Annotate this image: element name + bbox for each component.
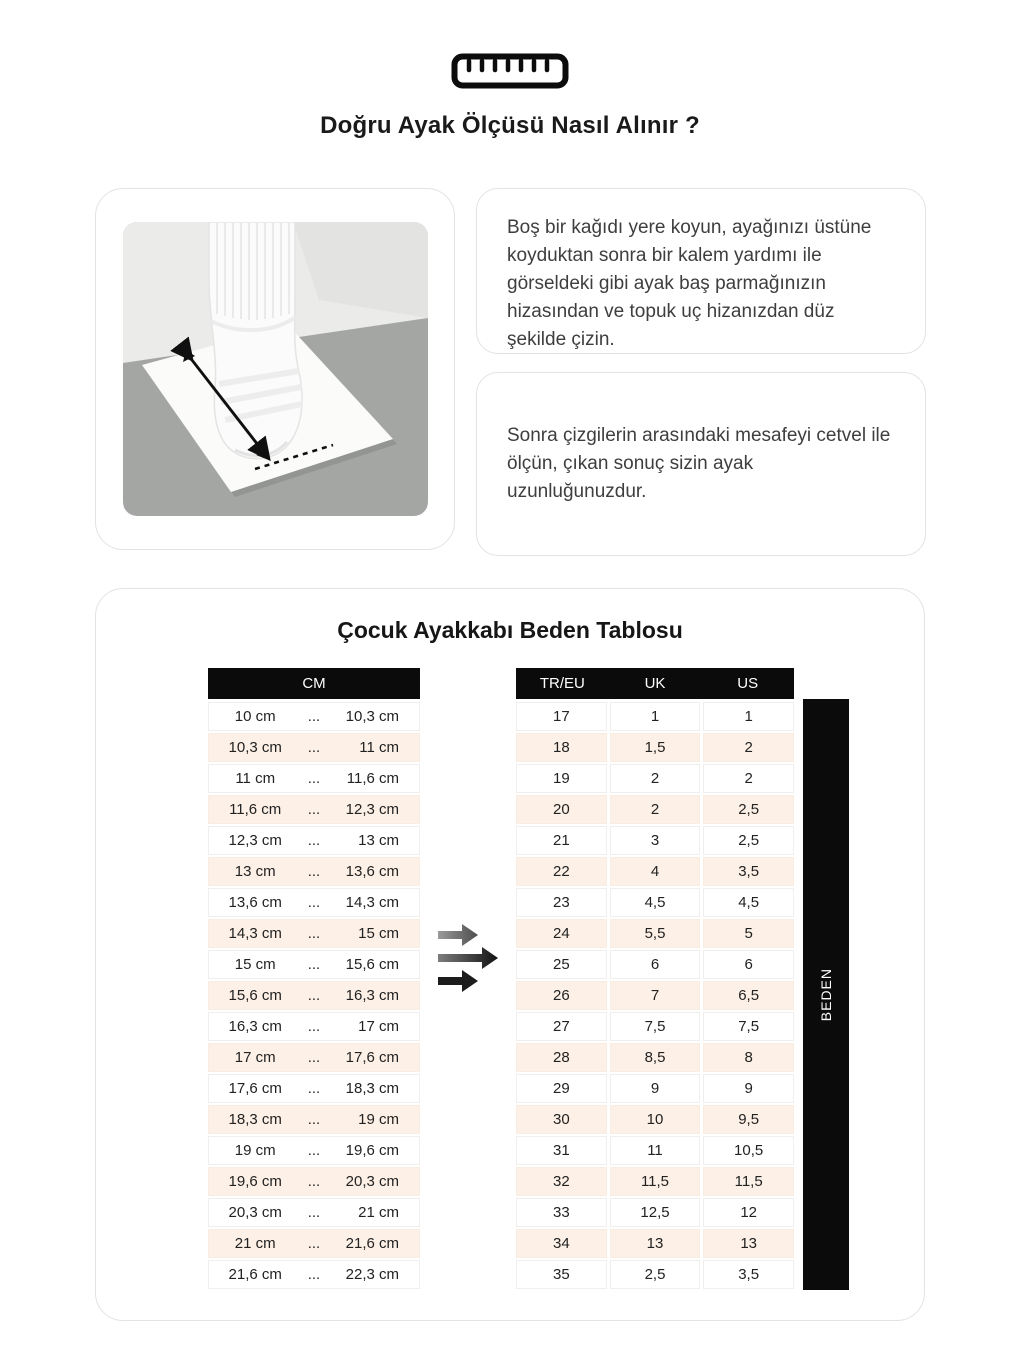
- header-us: US: [737, 675, 759, 692]
- size-row: [516, 1198, 794, 1227]
- size-cell: 24: [516, 919, 607, 948]
- size-cell: 2: [703, 733, 794, 762]
- cm-cell: 11,6 cm: [346, 770, 399, 787]
- size-cell: 4,5: [610, 888, 701, 917]
- size-row: [516, 1229, 794, 1258]
- cm-cell: ...: [307, 956, 321, 973]
- size-cell: 3,5: [703, 857, 794, 886]
- cm-cell: 17 cm: [234, 1049, 276, 1066]
- cm-row: [208, 1229, 420, 1258]
- cm-cell: ...: [307, 708, 321, 725]
- size-row: [516, 1012, 794, 1041]
- cm-cell: 19,6 cm: [228, 1173, 282, 1190]
- cm-cell: 12,3 cm: [228, 832, 282, 849]
- size-cell: 10: [610, 1105, 701, 1134]
- cm-row: [208, 981, 420, 1010]
- size-cell: 10,5: [703, 1136, 794, 1165]
- cm-cell: ...: [307, 1142, 321, 1159]
- size-cell: 13: [610, 1229, 701, 1258]
- size-row: [516, 702, 794, 731]
- beden-axis-bar: [803, 699, 849, 1290]
- cm-row: [208, 1167, 420, 1196]
- size-cell: 5: [703, 919, 794, 948]
- cm-cell: 13 cm: [234, 863, 276, 880]
- intl-size-table: [516, 668, 794, 1291]
- cm-cell: ...: [307, 770, 321, 787]
- size-cell: 20: [516, 795, 607, 824]
- size-cell: 3,5: [703, 1260, 794, 1289]
- size-cell: 2,5: [703, 826, 794, 855]
- size-cell: 26: [516, 981, 607, 1010]
- size-row: [516, 857, 794, 886]
- size-cell: 19: [516, 764, 607, 793]
- size-row: [516, 1167, 794, 1196]
- size-cell: 11: [610, 1136, 701, 1165]
- header-tr-eu: TR/EU: [539, 675, 585, 692]
- cm-row: [208, 857, 420, 886]
- cm-cell: 18,3 cm: [228, 1111, 282, 1128]
- size-cell: 34: [516, 1229, 607, 1258]
- size-cell: 1: [610, 702, 701, 731]
- instruction-step-2-text: Sonra çizgilerin arasındaki mesafeyi cetvel ile ölçün, çıkan sonuç sizin ayak uzunluğunuzdur.: [507, 425, 891, 502]
- cm-cell: ...: [307, 1173, 321, 1190]
- cm-cell: 11 cm: [359, 739, 399, 756]
- size-cell: 7: [610, 981, 701, 1010]
- cm-row: [208, 826, 420, 855]
- size-cell: 31: [516, 1136, 607, 1165]
- cm-cell: 15,6 cm: [345, 956, 399, 973]
- size-table-title: Çocuk Ayakkabı Beden Tablosu: [337, 617, 683, 643]
- cm-cell: 15 cm: [234, 956, 276, 973]
- size-cell: 8: [703, 1043, 794, 1072]
- size-cell: 29: [516, 1074, 607, 1103]
- cm-cell: 13 cm: [358, 832, 399, 849]
- size-cell: 9: [610, 1074, 701, 1103]
- cm-cell: ...: [307, 987, 321, 1004]
- cm-cell: 21,6 cm: [228, 1266, 282, 1283]
- size-cell: 4: [610, 857, 701, 886]
- size-row: [516, 1105, 794, 1134]
- intl-table-body: [516, 702, 794, 1289]
- cm-row: [208, 1260, 420, 1289]
- cm-cell: 13,6 cm: [345, 863, 399, 880]
- size-cell: 9,5: [703, 1105, 794, 1134]
- cm-cell: ...: [307, 1049, 321, 1066]
- size-cell: 9: [703, 1074, 794, 1103]
- cm-cell: 22,3 cm: [345, 1266, 399, 1283]
- size-row: [516, 1074, 794, 1103]
- cm-cell: 21,6 cm: [345, 1235, 399, 1252]
- cm-cell: ...: [307, 1204, 321, 1221]
- size-cell: 7,5: [610, 1012, 701, 1041]
- size-row: [516, 826, 794, 855]
- ruler-icon: [0, 53, 1020, 89]
- cm-cell: 19,6 cm: [345, 1142, 399, 1159]
- cm-row: [208, 919, 420, 948]
- size-cell: 2: [703, 764, 794, 793]
- cm-cell: 16,3 cm: [345, 987, 399, 1004]
- size-cell: 6: [610, 950, 701, 979]
- size-cell: 25: [516, 950, 607, 979]
- size-cell: 6: [703, 950, 794, 979]
- size-cell: 6,5: [703, 981, 794, 1010]
- size-cell: 28: [516, 1043, 607, 1072]
- size-cell: 2,5: [703, 795, 794, 824]
- size-cell: 1: [703, 702, 794, 731]
- size-cell: 12: [703, 1198, 794, 1227]
- cm-cell: 19 cm: [358, 1111, 399, 1128]
- cm-cell: ...: [307, 1266, 321, 1283]
- cm-cell: 15 cm: [358, 925, 399, 942]
- size-cell: 8,5: [610, 1043, 701, 1072]
- cm-cell: 21 cm: [358, 1204, 399, 1221]
- cm-cell: 14,3 cm: [228, 925, 282, 942]
- cm-cell: 20,3 cm: [345, 1173, 399, 1190]
- size-row: [516, 795, 794, 824]
- size-cell: 11,5: [610, 1167, 701, 1196]
- foot-measure-photo: [123, 222, 428, 516]
- instruction-step-1-text: Boş bir kağıdı yere koyun, ayağınızı üstüne koyduktan sonra bir kalem yardımı ile görseldeki gibi ayak baş parmağınızın hizasından ve topuk uç hizanızdan düz şekilde çizin.: [507, 217, 872, 350]
- cm-cell: 11,6 cm: [229, 801, 282, 818]
- cm-cell: 20,3 cm: [228, 1204, 282, 1221]
- size-cell: 13: [703, 1229, 794, 1258]
- cm-cell: ...: [307, 1235, 321, 1252]
- size-row: [516, 764, 794, 793]
- cm-cell: ...: [307, 894, 321, 911]
- cm-row: [208, 888, 420, 917]
- size-cell: 2: [610, 795, 701, 824]
- cm-cell: ...: [307, 863, 321, 880]
- size-cell: 2,5: [610, 1260, 701, 1289]
- size-row: [516, 950, 794, 979]
- instruction-step-2: [476, 372, 926, 556]
- cm-row: [208, 733, 420, 762]
- size-row: [516, 1136, 794, 1165]
- size-row: [516, 1260, 794, 1289]
- header-uk: UK: [644, 675, 666, 692]
- size-cell: 30: [516, 1105, 607, 1134]
- size-cell: 21: [516, 826, 607, 855]
- cm-row: [208, 1012, 420, 1041]
- size-cell: 18: [516, 733, 607, 762]
- size-row: [516, 733, 794, 762]
- convert-arrows-icon: [436, 922, 502, 997]
- cm-cell: 10,3 cm: [228, 739, 282, 756]
- cm-row: [208, 950, 420, 979]
- cm-range-table: [208, 668, 420, 1291]
- cm-table-body: [208, 702, 420, 1289]
- size-row: [516, 919, 794, 948]
- cm-cell: 16,3 cm: [228, 1018, 282, 1035]
- cm-row: [208, 1105, 420, 1134]
- size-cell: 32: [516, 1167, 607, 1196]
- cm-row: [208, 1136, 420, 1165]
- page-title: Doğru Ayak Ölçüsü Nasıl Alınır ?: [320, 112, 700, 139]
- size-cell: 3: [610, 826, 701, 855]
- size-cell: 2: [610, 764, 701, 793]
- intl-table-header: [516, 668, 794, 699]
- cm-cell: ...: [307, 801, 321, 818]
- cm-row: [208, 1043, 420, 1072]
- cm-row: [208, 1198, 420, 1227]
- size-cell: 7,5: [703, 1012, 794, 1041]
- cm-cell: ...: [307, 1111, 321, 1128]
- size-cell: 11,5: [703, 1167, 794, 1196]
- instruction-step-1: [476, 188, 926, 354]
- size-cell: 4,5: [703, 888, 794, 917]
- cm-row: [208, 702, 420, 731]
- cm-table-header: CM: [208, 668, 420, 699]
- cm-cell: 17,6 cm: [228, 1080, 282, 1097]
- cm-cell: 21 cm: [234, 1235, 276, 1252]
- cm-cell: 19 cm: [234, 1142, 276, 1159]
- cm-cell: ...: [307, 925, 321, 942]
- foot-measure-photo-card: [95, 188, 455, 550]
- cm-cell: 17,6 cm: [345, 1049, 399, 1066]
- cm-cell: 10,3 cm: [345, 708, 399, 725]
- cm-cell: ...: [307, 1018, 321, 1035]
- cm-cell: 10 cm: [234, 708, 276, 725]
- cm-cell: 17 cm: [358, 1018, 399, 1035]
- cm-row: [208, 1074, 420, 1103]
- size-row: [516, 888, 794, 917]
- cm-cell: 18,3 cm: [345, 1080, 399, 1097]
- cm-cell: 13,6 cm: [228, 894, 282, 911]
- size-cell: 27: [516, 1012, 607, 1041]
- size-cell: 22: [516, 857, 607, 886]
- size-row: [516, 981, 794, 1010]
- cm-cell: ...: [307, 739, 321, 756]
- cm-cell: 11 cm: [235, 770, 276, 787]
- size-cell: 35: [516, 1260, 607, 1289]
- cm-cell: 14,3 cm: [345, 894, 399, 911]
- cm-cell: 15,6 cm: [228, 987, 282, 1004]
- size-cell: 33: [516, 1198, 607, 1227]
- cm-cell: 12,3 cm: [345, 801, 399, 818]
- cm-row: [208, 795, 420, 824]
- size-cell: 23: [516, 888, 607, 917]
- beden-axis-label: BEDEN: [818, 967, 834, 1022]
- size-cell: 5,5: [610, 919, 701, 948]
- cm-cell: ...: [307, 832, 321, 849]
- size-cell: 1,5: [610, 733, 701, 762]
- cm-cell: ...: [307, 1080, 321, 1097]
- size-row: [516, 1043, 794, 1072]
- size-cell: 12,5: [610, 1198, 701, 1227]
- size-table-card: [95, 588, 925, 1321]
- size-cell: 17: [516, 702, 607, 731]
- cm-row: [208, 764, 420, 793]
